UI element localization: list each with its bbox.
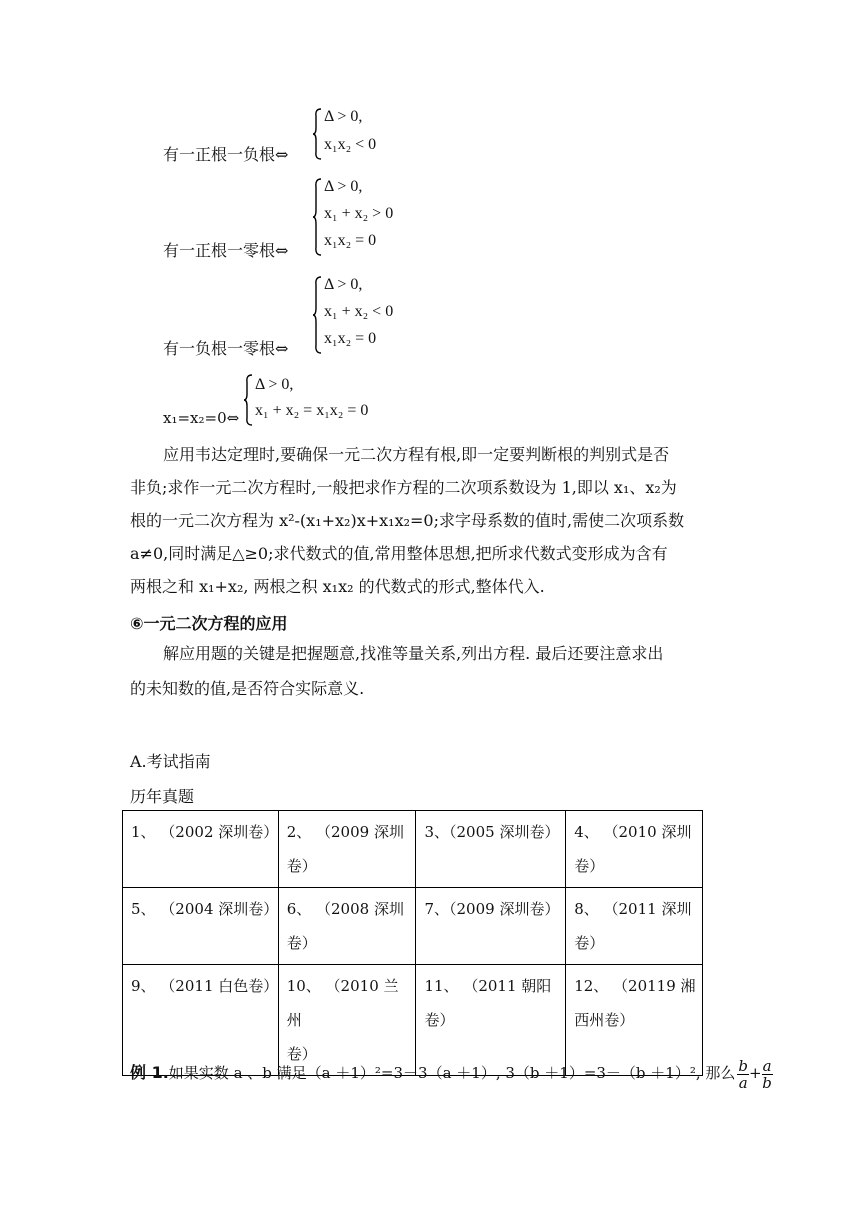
paragraph-2-line-2: 的未知数的值,是否符合实际意义. [130, 679, 365, 698]
condition-2-line-3: x₁x₂ = 0 [324, 232, 377, 249]
condition-system-1 [312, 108, 432, 160]
table-cell: 7、（2009 深圳卷） [416, 888, 566, 965]
condition-system-2 [312, 178, 432, 256]
section-6-title: ⑥一元二次方程的应用 [130, 614, 288, 633]
paragraph-1-line-1: 应用韦达定理时,要确保一元二次方程有根,即一定要判断根的判别式是否 [163, 445, 670, 464]
condition-3-line-1: Δ > 0, [324, 276, 363, 293]
paragraph-2-line-1: 解应用题的关键是把握题意,找准等量关系,列出方程. 最后还要注意求出 [163, 644, 664, 663]
condition-1-line-1: Δ > 0, [324, 108, 363, 125]
table-cell: 9、 （2011 白色卷） [123, 965, 279, 1076]
condition-label-2: 有一正根一零根⇔ [163, 241, 289, 260]
fraction-b-over-a: $\frac{b}{a}$ [738, 1056, 749, 1092]
table-cell: 11、 （2011 朝阳 卷） [416, 965, 566, 1076]
table-cell: 1、 （2002 深圳卷） [123, 811, 279, 888]
condition-system-4 [243, 374, 403, 426]
left-brace-icon [312, 178, 322, 256]
condition-2-line-1: Δ > 0, [324, 178, 363, 195]
left-brace-icon [243, 374, 253, 426]
condition-label-3: 有一负根一零根⇔ [163, 339, 289, 358]
past-papers-table [122, 810, 703, 1076]
table-cell: 6、 （2008 深圳 卷） [278, 888, 416, 965]
condition-2-line-2: x₁ + x₂ > 0 [324, 205, 394, 222]
table-cell: 10、 （2010 兰州 卷） [278, 965, 416, 1076]
plus-sign: + [749, 1064, 762, 1082]
table-cell: 2、 （2009 深圳 卷） [278, 811, 416, 888]
table-cell: 3、（2005 深圳卷） [416, 811, 566, 888]
table-row [123, 888, 703, 965]
left-brace-icon [312, 276, 322, 354]
condition-1-line-2: x₁x₂ < 0 [324, 136, 377, 153]
example-1 [130, 1056, 773, 1091]
fraction-a-over-b: $\frac{a}{b}$ [762, 1056, 772, 1092]
example-1-label: 例 1. [130, 1063, 169, 1082]
paragraph-1-line-5: 两根之和 x₁+x₂, 两根之积 x₁x₂ 的代数式的形式,整体代入. [130, 577, 545, 596]
exam-guide-heading: A.考试指南 [130, 752, 211, 771]
condition-3-line-2: x₁ + x₂ < 0 [324, 303, 394, 320]
condition-label-4: x₁=x₂=0⇔ [163, 409, 240, 427]
condition-4-line-2: x₁ + x₂ = x₁x₂ = 0 [255, 402, 369, 419]
condition-4-line-1: Δ > 0, [255, 376, 294, 393]
condition-3-line-3: x₁x₂ = 0 [324, 330, 377, 347]
table-cell: 8、 （2011 深圳 卷） [566, 888, 703, 965]
example-1-text: 如果实数 a 、b 满足（a ＋1）²=3－3（a ＋1）, 3（b ＋1）=3－（b ＋1）², 那么 [168, 1064, 736, 1082]
left-brace-icon [312, 108, 322, 160]
paragraph-1-line-3: 根的一元二次方程为 x²-(x₁+x₂)x+x₁x₂=0;求字母系数的值时,需使二次项系数 [130, 511, 685, 530]
table-cell: 5、 （2004 深圳卷） [123, 888, 279, 965]
paragraph-1-line-2: 非负;求作一元二次方程时,一般把求作方程的二次项系数设为 1,即以 x₁、x₂为 [130, 478, 677, 497]
condition-label-1: 有一正根一负根⇔ [163, 145, 289, 164]
paragraph-1-line-4: a≠0,同时满足△≥0;求代数式的值,常用整体思想,把所求代数式变形成为含有 [130, 544, 668, 563]
past-papers-heading: 历年真题 [130, 787, 195, 806]
table-cell: 4、 （2010 深圳 卷） [566, 811, 703, 888]
condition-system-3 [312, 276, 432, 354]
table-cell: 12、 （20119 湘 西州卷） [566, 965, 703, 1076]
table-row [123, 811, 703, 888]
